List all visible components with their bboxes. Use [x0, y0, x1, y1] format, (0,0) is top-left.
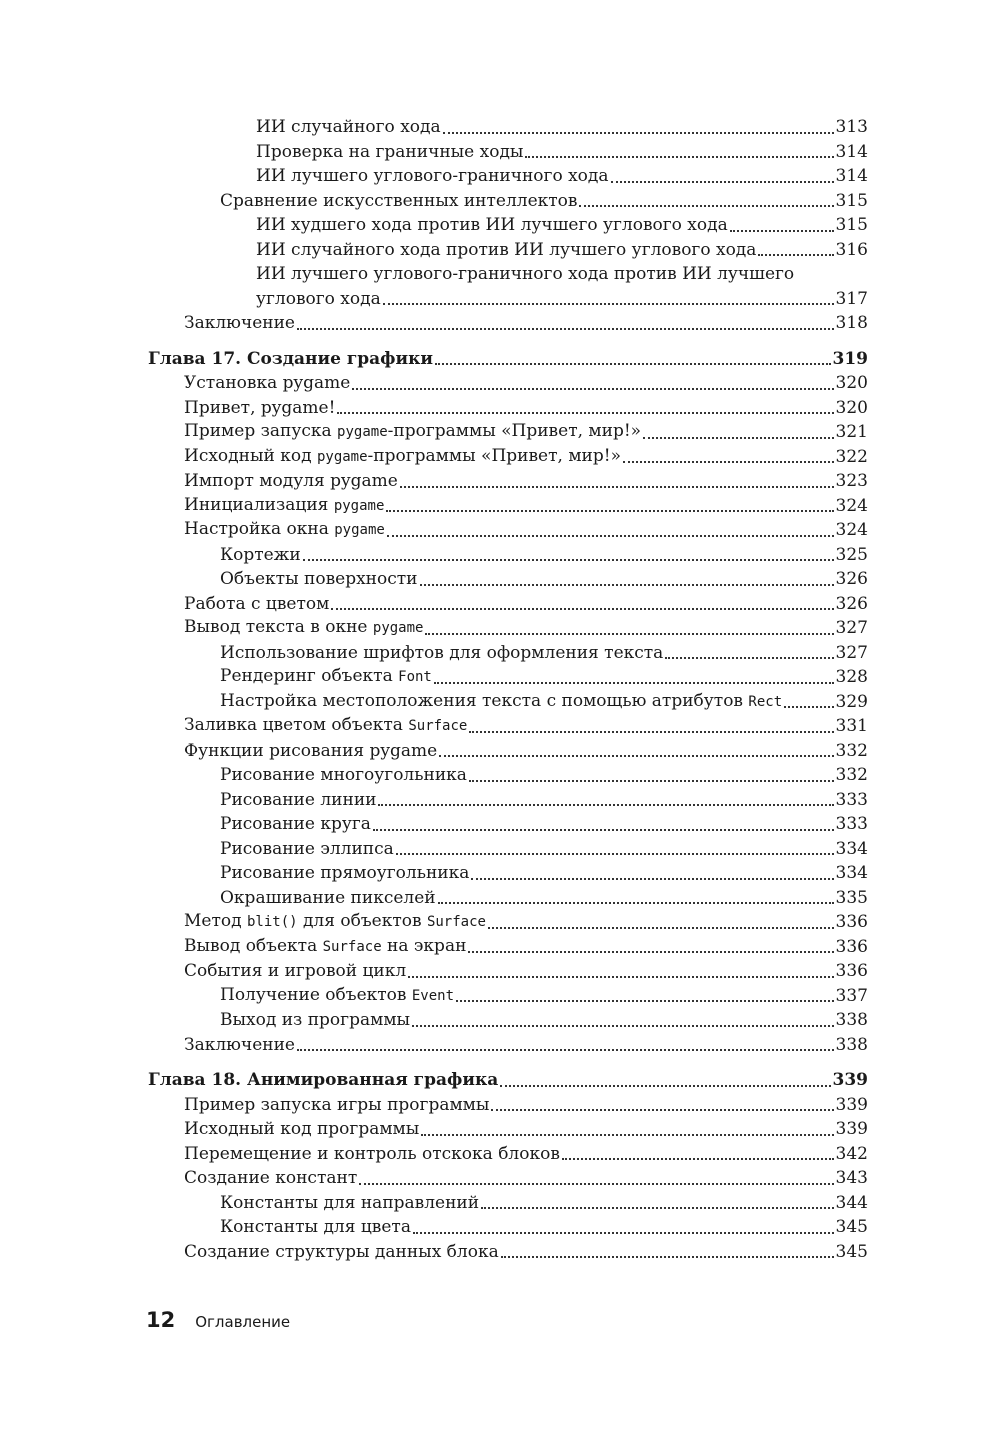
toc-page-number: 321: [835, 422, 868, 442]
text-fragment: на экран: [381, 935, 467, 956]
toc-entry-title: Рисование эллипса: [220, 838, 394, 859]
toc-entry-title: События и игровой цикл: [184, 961, 407, 981]
toc-entry-title: Исходный код программы: [184, 1119, 420, 1139]
toc-entry[interactable]: [148, 469, 868, 494]
toc-page-number: 343: [835, 1168, 868, 1188]
toc-entry[interactable]: [148, 1093, 868, 1118]
running-header-title: Оглавление: [195, 1313, 291, 1331]
code-fragment: Surface: [408, 718, 468, 734]
toc-entry[interactable]: [148, 935, 868, 960]
toc-entry-title: Кортежи: [220, 544, 301, 565]
toc-entry[interactable]: [148, 812, 868, 837]
toc-page-number: 334: [835, 838, 868, 859]
dot-leader: [383, 303, 834, 305]
code-fragment: Font: [398, 669, 432, 685]
toc-entry-title: Рисование многоугольника: [220, 765, 467, 785]
dot-leader: [387, 535, 834, 537]
toc-entry-title: ИИ случайного хода против ИИ лучшего углового хода: [256, 239, 757, 260]
toc-entry-title: Глава 18. Анимированная графика: [148, 1070, 499, 1090]
dot-leader: [434, 682, 834, 684]
toc-page-number: 317: [835, 288, 868, 309]
text-fragment: Вывод текста в окне: [184, 617, 373, 637]
toc-page-number: 332: [835, 740, 868, 761]
toc-page-number: 323: [835, 471, 868, 491]
toc-entry-title: углового хода: [256, 288, 381, 309]
toc-entry[interactable]: [148, 1215, 868, 1240]
toc-entry-title: Выход из программы: [220, 1010, 411, 1030]
code-fragment: Surface: [426, 914, 486, 930]
toc-entry[interactable]: [148, 1033, 868, 1058]
toc-entry-title: ИИ худшего хода против ИИ лучшего углового хода: [256, 215, 728, 235]
code-fragment: pygame: [333, 497, 385, 514]
toc-entry-title: ИИ случайного хода: [256, 117, 441, 137]
toc-page-number: 327: [835, 642, 868, 663]
dot-leader: [337, 412, 833, 414]
dot-leader: [623, 461, 834, 463]
toc-entry-title: [184, 517, 385, 543]
dot-leader: [396, 853, 834, 855]
text-fragment: Исходный код: [184, 445, 317, 466]
toc-entry[interactable]: [148, 690, 868, 715]
toc-page-number: 336: [835, 936, 868, 957]
toc-entry[interactable]: [148, 1166, 868, 1191]
toc-entry-title: Функции рисования pygame: [184, 740, 438, 761]
toc-page-number: 318: [835, 313, 868, 333]
toc-chapter-entry[interactable]: [148, 1068, 868, 1093]
toc-page-number: 334: [835, 863, 868, 883]
toc-entry-title: Рисование круга: [220, 814, 371, 834]
toc-page-number: 339: [835, 1119, 868, 1139]
toc-entry-title: Установка pygame: [184, 373, 351, 393]
toc-entry-title: Окрашивание пикселей: [220, 887, 436, 908]
toc-page-number: 342: [835, 1143, 868, 1164]
dot-leader: [500, 1085, 830, 1087]
text-fragment: Инициализация: [184, 494, 334, 515]
toc-entry-title: [184, 713, 467, 739]
code-fragment: pygame: [316, 448, 368, 465]
toc-entry-title: Создание структуры данных блока: [184, 1241, 499, 1262]
text-fragment: Рендеринг объекта: [220, 666, 399, 686]
toc-page-number: 332: [835, 765, 868, 785]
toc-entry-title: ИИ лучшего углового-граничного хода против ИИ лучшего: [256, 264, 795, 284]
dot-leader: [481, 1207, 833, 1209]
toc-entry[interactable]: [148, 262, 868, 287]
toc-entry[interactable]: [148, 959, 868, 984]
dot-leader: [488, 927, 834, 929]
toc-entry-title: [184, 419, 641, 445]
toc-entry[interactable]: [148, 164, 868, 189]
dot-leader: [469, 731, 833, 733]
toc-page-number: 319: [832, 348, 868, 369]
code-fragment: pygame: [337, 424, 388, 440]
toc-entry-title: [184, 615, 423, 641]
toc-entry-title: [220, 689, 782, 715]
dot-leader: [525, 156, 833, 158]
toc-entry[interactable]: [148, 371, 868, 396]
toc-entry[interactable]: [148, 115, 868, 140]
toc-entry-title: Константы для направлений: [220, 1192, 480, 1213]
dot-leader: [784, 706, 833, 708]
dot-leader: [439, 755, 833, 757]
dot-leader: [378, 804, 833, 806]
toc-entry-title: [184, 444, 621, 470]
toc-chapter-entry[interactable]: [148, 347, 868, 372]
toc-page-number: 331: [835, 716, 868, 736]
toc-entry[interactable]: [148, 213, 868, 238]
toc-entry[interactable]: [148, 1117, 868, 1142]
dot-leader: [665, 657, 833, 659]
toc-page-number: 315: [835, 190, 868, 211]
toc-entry[interactable]: [148, 984, 868, 1009]
toc-page-number: 345: [835, 1241, 868, 1262]
toc-page-number: 320: [835, 397, 868, 418]
toc-entry-title: Перемещение и контроль отскока блоков: [184, 1143, 560, 1164]
toc-entry[interactable]: [148, 763, 868, 788]
toc-page-number: 328: [835, 667, 868, 687]
dot-leader: [471, 878, 833, 880]
dot-leader: [400, 486, 834, 488]
toc-entry-title: Рисование прямоугольника: [220, 863, 470, 883]
toc-entry[interactable]: [148, 616, 868, 641]
text-fragment: для объектов: [297, 911, 427, 931]
toc-entry[interactable]: [148, 910, 868, 935]
toc-entry-title: Привет, pygame!: [184, 397, 336, 418]
toc-page-number: 335: [835, 887, 868, 908]
toc-entry[interactable]: [148, 641, 868, 666]
toc-entry[interactable]: [148, 311, 868, 336]
toc-entry[interactable]: [148, 788, 868, 813]
toc-entry[interactable]: [148, 886, 868, 911]
toc-entry-title: Пример запуска игры программы: [184, 1094, 490, 1115]
toc-entry[interactable]: [148, 837, 868, 862]
toc-page-number: 329: [835, 691, 868, 712]
dot-leader: [412, 1025, 833, 1027]
toc-entry-title: Рисование линии: [220, 789, 377, 810]
dot-leader: [408, 976, 833, 978]
toc-entry[interactable]: [148, 287, 868, 312]
dot-leader: [425, 633, 833, 635]
dot-leader: [730, 230, 834, 232]
toc-entry-title: Создание констант: [184, 1168, 358, 1188]
text-fragment: Получение объектов: [220, 984, 412, 1005]
toc-page-number: 344: [835, 1192, 868, 1213]
toc-page-number: 316: [835, 239, 868, 260]
toc-entry[interactable]: [148, 739, 868, 764]
toc-page-number: 326: [835, 569, 868, 589]
toc-entry[interactable]: [148, 1142, 868, 1167]
toc-entry-title: Использование шрифтов для оформления текста: [220, 642, 664, 663]
toc-entry[interactable]: [148, 494, 868, 519]
code-fragment: Event: [411, 987, 455, 1004]
dot-leader: [758, 254, 833, 256]
toc-entry-title: Сравнение искусственных интеллектов: [220, 190, 578, 211]
toc-page-number: 333: [835, 814, 868, 834]
toc-entry[interactable]: [148, 445, 868, 470]
toc-entry-title: [184, 909, 486, 935]
toc-page-number: 314: [835, 141, 868, 162]
code-fragment: Surface: [322, 938, 382, 955]
toc-entry[interactable]: [148, 518, 868, 543]
dot-leader: [579, 205, 833, 207]
toc-page-number: 327: [835, 618, 868, 638]
toc-page-number: 338: [835, 1034, 868, 1055]
toc-page-number: 345: [835, 1217, 868, 1237]
toc-entry-title: Объекты поверхности: [220, 569, 418, 589]
toc-entry[interactable]: [148, 861, 868, 886]
dot-leader: [359, 1183, 833, 1185]
toc-entry-title: Глава 17. Создание графики: [148, 348, 433, 369]
toc-page-number: 315: [835, 215, 868, 235]
dot-leader: [643, 437, 833, 439]
toc-page-number: 336: [835, 961, 868, 981]
toc-page-number: 313: [835, 117, 868, 137]
toc-entry-title: Работа с цветом: [184, 593, 330, 614]
dot-leader: [438, 902, 834, 904]
toc-entry-title: Константы для цвета: [220, 1217, 411, 1237]
toc-entry[interactable]: [148, 567, 868, 592]
toc-entry[interactable]: [148, 238, 868, 263]
dot-leader: [443, 132, 834, 134]
toc-page-number: 314: [835, 166, 868, 186]
toc-page-number: 324: [835, 495, 868, 516]
dot-leader: [435, 363, 831, 365]
text-fragment: Заливка цветом объекта: [184, 715, 409, 735]
dot-leader: [562, 1158, 834, 1160]
toc-entry[interactable]: [148, 140, 868, 165]
toc-entry[interactable]: [148, 714, 868, 739]
toc-page-number: 324: [835, 520, 868, 540]
toc-page-number: 325: [835, 544, 868, 565]
toc-page-number: 337: [835, 985, 868, 1006]
toc-page-number: 322: [835, 446, 868, 467]
page-number: 12: [146, 1308, 176, 1332]
dot-leader: [469, 780, 834, 782]
dot-leader: [501, 1256, 834, 1258]
toc-entry[interactable]: [148, 543, 868, 568]
toc-page-number: 326: [835, 593, 868, 614]
toc-entry-title: [220, 983, 454, 1009]
toc-entry[interactable]: [148, 592, 868, 617]
toc-entry-title: [220, 664, 432, 690]
page-footer: [146, 1308, 290, 1332]
dot-leader: [386, 510, 833, 512]
dot-leader: [468, 951, 833, 953]
text-fragment: Настройка местоположения текста с помощью атрибутов: [220, 690, 749, 711]
dot-leader: [297, 328, 834, 330]
text-fragment: Пример запуска: [184, 421, 338, 441]
dot-leader: [303, 559, 834, 561]
toc-entry-title: Импорт модуля pygame: [184, 471, 398, 491]
toc-page-number: 339: [835, 1094, 868, 1115]
dot-leader: [297, 1049, 834, 1051]
toc-entry-title: Заключение: [184, 1034, 295, 1055]
toc-entry[interactable]: [148, 1240, 868, 1265]
toc-page-number: 320: [835, 373, 868, 393]
dot-leader: [352, 388, 833, 390]
text-fragment: Вывод объекта: [184, 935, 323, 956]
toc-entry-title: Заключение: [184, 313, 295, 333]
code-fragment: pygame: [334, 522, 385, 538]
dot-leader: [413, 1232, 834, 1234]
code-fragment: blit(): [246, 914, 298, 930]
toc-page-number: 336: [835, 912, 868, 932]
text-fragment: Метод: [184, 911, 247, 931]
dot-leader: [373, 829, 834, 831]
toc-entry-title: ИИ лучшего углового-граничного хода: [256, 166, 609, 186]
toc-page-number: 333: [835, 789, 868, 810]
toc-entry[interactable]: [148, 1008, 868, 1033]
toc-entry[interactable]: [148, 396, 868, 421]
dot-leader: [456, 1000, 834, 1002]
toc-entry[interactable]: [148, 420, 868, 445]
text-fragment: Настройка окна: [184, 519, 335, 539]
toc-entry-title: [184, 493, 384, 519]
dot-leader: [611, 181, 834, 183]
toc-entry[interactable]: [148, 665, 868, 690]
toc-entry-title: [184, 934, 466, 960]
toc-entry[interactable]: [148, 189, 868, 214]
toc-entry[interactable]: [148, 1191, 868, 1216]
table-of-contents: [148, 115, 868, 1264]
text-fragment: -программы «Привет, мир!»: [367, 445, 621, 466]
text-fragment: -программы «Привет, мир!»: [387, 421, 642, 441]
dot-leader: [331, 608, 833, 610]
dot-leader: [420, 584, 834, 586]
toc-page-number: 339: [832, 1070, 868, 1090]
toc-page-number: 338: [835, 1010, 868, 1030]
toc-entry-title: Проверка на граничные ходы: [256, 141, 524, 162]
code-fragment: Rect: [748, 693, 783, 710]
dot-leader: [421, 1134, 833, 1136]
code-fragment: pygame: [372, 620, 424, 636]
dot-leader: [491, 1109, 833, 1111]
